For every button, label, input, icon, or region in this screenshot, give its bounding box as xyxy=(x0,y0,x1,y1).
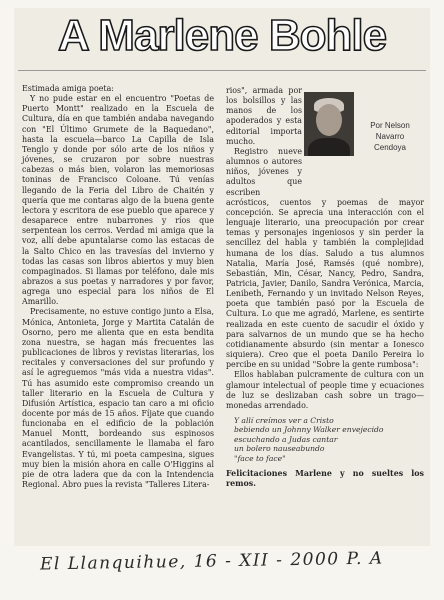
byline xyxy=(360,120,420,153)
byline-line: Navarro xyxy=(375,132,405,141)
poem-line: Y allí creímos ver a Cristo xyxy=(234,416,334,425)
byline-line: Cendoya xyxy=(373,143,407,152)
poem-quote xyxy=(226,416,424,463)
handwritten-source-note: El Llanquihue, 16 - XII - 2000 P. A xyxy=(39,548,384,575)
poem-line: "face to face" xyxy=(234,453,286,463)
byline-line: Por Nelson xyxy=(370,121,410,130)
closing-line: Felicitaciones Marlene y no sueltes los remos. xyxy=(226,469,424,489)
paragraph: rios", armada por los bolsillos y las manos de los apoderados y esta editorial importa mucho. xyxy=(226,86,302,146)
salutation: Estimada amiga poeta: xyxy=(22,84,114,93)
paragraph: Y no pude estar en el encuentro "Poetas de Puerto Montt" realizado en la Escuela de Cultura, día en que también andaba navegando con "El Último Grumete de la Baquedano", hasta la escuela—barco La Capilla de Isla Tenglo y donde por sólo arte de los niños y jóvenes, se cruzaron por sobre nuestras cabezas o más bien, volaron las memoriosas toninas de Francisco Coloane. Tú venías llegando de la Feria del Libro de Chaitén y quería que me contaras algo de la buena gente lectora y escritora de ese pueblo que aparece y desaparece entre nubarrones y ríos que serpentean los cerros. Verdad mi amiga que la voz, allí debe apuntalarse como las estacas de la Salto Chico en las travesías del invierno y todas las casas son libros abiertos y muy bien compaginados. Si llamas por teléfono, dale mis abrazos a sus poetas y narradores y por favor, agrega uno especial para los niños de El Amarillo. xyxy=(22,94,214,307)
author-photo xyxy=(304,92,354,156)
headline-rule xyxy=(18,70,426,71)
poem-line: un bolero nauseabundo xyxy=(234,444,325,454)
headline: A Marlene Bohle xyxy=(57,11,387,60)
paragraph: Registro nueve alumnos o autores niños, jóvenes y adultos que escriben acrósticos, cuentos y poemas de mayor concepción. Se aprecia una interacción con el lenguaje literario, una preocupación por crear temas y personajes ingeniosos y sin perder la sencillez del habla y también la complejidad humana de los días. Saludo a tus alumnos Natalia, María José, Ramsés (qué nombre), Sebastián, Min, César, Nancy, Pedro, Sandra, Patricia, Javier, Danilo, Sandra Verónica, Marcia, Lenibeth, Fernando y un invitado Nelson Reyes, poeta que también pasó por la Escuela de Cultura. Lo que me agradó, Marlene, es sentirte realizada en este cuento de sacudir el óxido y para salvarnos de un mundo que se ha hecho cotidianamente absurdo (sin mentar a Ionesco siquiera). Creo que el poeta Danilo Pereira lo percibe en su unidad "Sobre la gente rumbosa": xyxy=(226,146,424,370)
paragraph: Precisamente, no estuve contigo junto a Elsa, Mónica, Antonieta, Jorge y Martita Catalán de Osorno, pero me alienta que en esta bendita zona nuestra, se hagan más frecuentes las publicaciones de libros y revistas literarias, los recitales y conversaciones del sur profundo y así le agreguemos "más vida a nuestra vidas". Tú has asumido este compromiso creando un taller literario en la Escuela de Cultura y Difusión Artística, espacio tan caro a mi oficio docente por más de 15 años. Fíjate que cuando funcionaba en el edificio de la población Manuel Montt, bordeando sus espinosos acantilados, sencillamente le llamaba el faro Evangelistas. Y tú, mi poeta campesina, sigues muy bien la misión ahora en calle O'Higgins al pie de otra ladera que da con la Intendencia Regional. Abro pues la revista "Talleres Litera- xyxy=(22,307,214,490)
poem-line: bebiendo un Johnny Walker envejecido xyxy=(234,425,384,435)
newspaper-clipping xyxy=(14,8,430,546)
poem-line: escuchando a Judas cantar xyxy=(234,434,338,444)
article-column-1 xyxy=(22,84,214,490)
paragraph: Ellos hablaban pulcramente de cultura con un glamour intelectual of people time y ecuaciones de luz se deslizaban cash sobre un trago—monedas arrendado. xyxy=(226,370,424,410)
